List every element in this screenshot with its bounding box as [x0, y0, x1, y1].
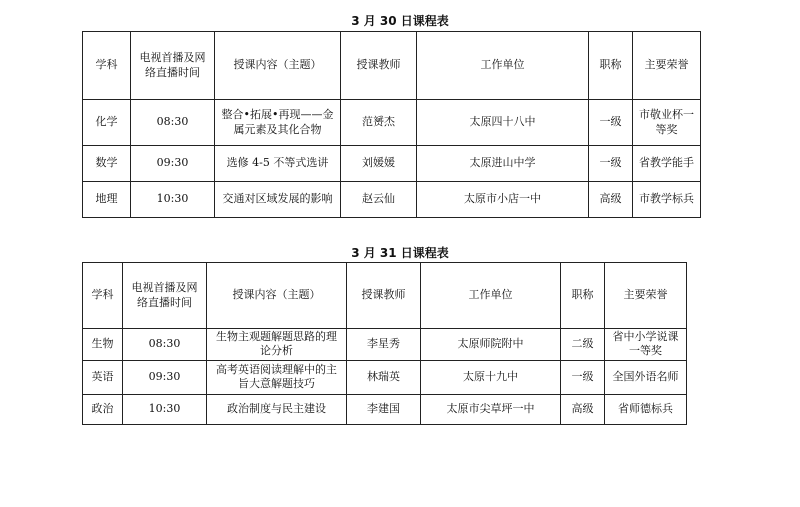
topic-cell: 生物主观题解题思路的理论分析 — [207, 329, 347, 361]
time-cell: 09:30 — [123, 360, 207, 394]
school-cell: 太原市小店一中 — [417, 182, 589, 218]
topic-cell: 高考英语阅读理解中的主旨大意解题技巧 — [207, 360, 347, 394]
honor-cell: 全国外语名师 — [605, 360, 687, 394]
time-cell: 10:30 — [123, 394, 207, 424]
topic-cell: 政治制度与民主建设 — [207, 394, 347, 424]
school-cell: 太原四十八中 — [417, 100, 589, 146]
topic-cell: 交通对区域发展的影响 — [215, 182, 341, 218]
teacher-cell: 范赟杰 — [341, 100, 417, 146]
table-row — [83, 329, 687, 361]
header-cell: 职称 — [589, 32, 633, 100]
subject-cell: 政治 — [83, 394, 123, 424]
header-cell: 授课内容（主题） — [207, 263, 347, 329]
honor-cell: 省师德标兵 — [605, 394, 687, 424]
header-cell: 学科 — [83, 32, 131, 100]
schedule-table-mar31 — [82, 262, 687, 425]
subject-cell: 化学 — [83, 100, 131, 146]
header-cell: 电视首播及网络直播时间 — [123, 263, 207, 329]
rank-cell: 一级 — [561, 360, 605, 394]
teacher-cell: 刘媛媛 — [341, 146, 417, 182]
honor-cell: 省教学能手 — [633, 146, 701, 182]
teacher-cell: 林瑞英 — [347, 360, 421, 394]
teacher-cell: 李星秀 — [347, 329, 421, 361]
schedule-title-mar30: 3 月 30 日课程表 — [351, 14, 449, 28]
table-row — [83, 360, 687, 394]
honor-cell: 市教学标兵 — [633, 182, 701, 218]
header-cell: 职称 — [561, 263, 605, 329]
header-cell: 电视首播及网络直播时间 — [131, 32, 215, 100]
teacher-cell: 李建国 — [347, 394, 421, 424]
honor-cell: 市敬业杯一等奖 — [633, 100, 701, 146]
teacher-cell: 赵云仙 — [341, 182, 417, 218]
header-cell: 主要荣誉 — [633, 32, 701, 100]
header-cell: 授课内容（主题） — [215, 32, 341, 100]
schedule-table-mar30 — [82, 31, 701, 218]
topic-cell: 选修 4-5 不等式选讲 — [215, 146, 341, 182]
rank-cell: 高级 — [589, 182, 633, 218]
header-cell: 主要荣誉 — [605, 263, 687, 329]
header-cell: 工作单位 — [421, 263, 561, 329]
table-row — [83, 182, 701, 218]
header-row — [83, 263, 687, 329]
honor-cell: 省中小学说课一等奖 — [605, 329, 687, 361]
subject-cell: 数学 — [83, 146, 131, 182]
time-cell: 10:30 — [131, 182, 215, 218]
header-cell: 授课教师 — [347, 263, 421, 329]
time-cell: 08:30 — [123, 329, 207, 361]
table-row — [83, 100, 701, 146]
subject-cell: 生物 — [83, 329, 123, 361]
schedule-title-mar31: 3 月 31 日课程表 — [351, 246, 449, 260]
header-cell: 授课教师 — [341, 32, 417, 100]
time-cell: 08:30 — [131, 100, 215, 146]
topic-cell: 整合•拓展•再现——金属元素及其化合物 — [215, 100, 341, 146]
rank-cell: 一级 — [589, 146, 633, 182]
rank-cell: 一级 — [589, 100, 633, 146]
table-row — [83, 146, 701, 182]
school-cell: 太原市尖草坪一中 — [421, 394, 561, 424]
header-row — [83, 32, 701, 100]
header-cell: 学科 — [83, 263, 123, 329]
school-cell: 太原十九中 — [421, 360, 561, 394]
subject-cell: 英语 — [83, 360, 123, 394]
subject-cell: 地理 — [83, 182, 131, 218]
school-cell: 太原师院附中 — [421, 329, 561, 361]
rank-cell: 二级 — [561, 329, 605, 361]
header-cell: 工作单位 — [417, 32, 589, 100]
rank-cell: 高级 — [561, 394, 605, 424]
school-cell: 太原进山中学 — [417, 146, 589, 182]
time-cell: 09:30 — [131, 146, 215, 182]
table-row — [83, 394, 687, 424]
